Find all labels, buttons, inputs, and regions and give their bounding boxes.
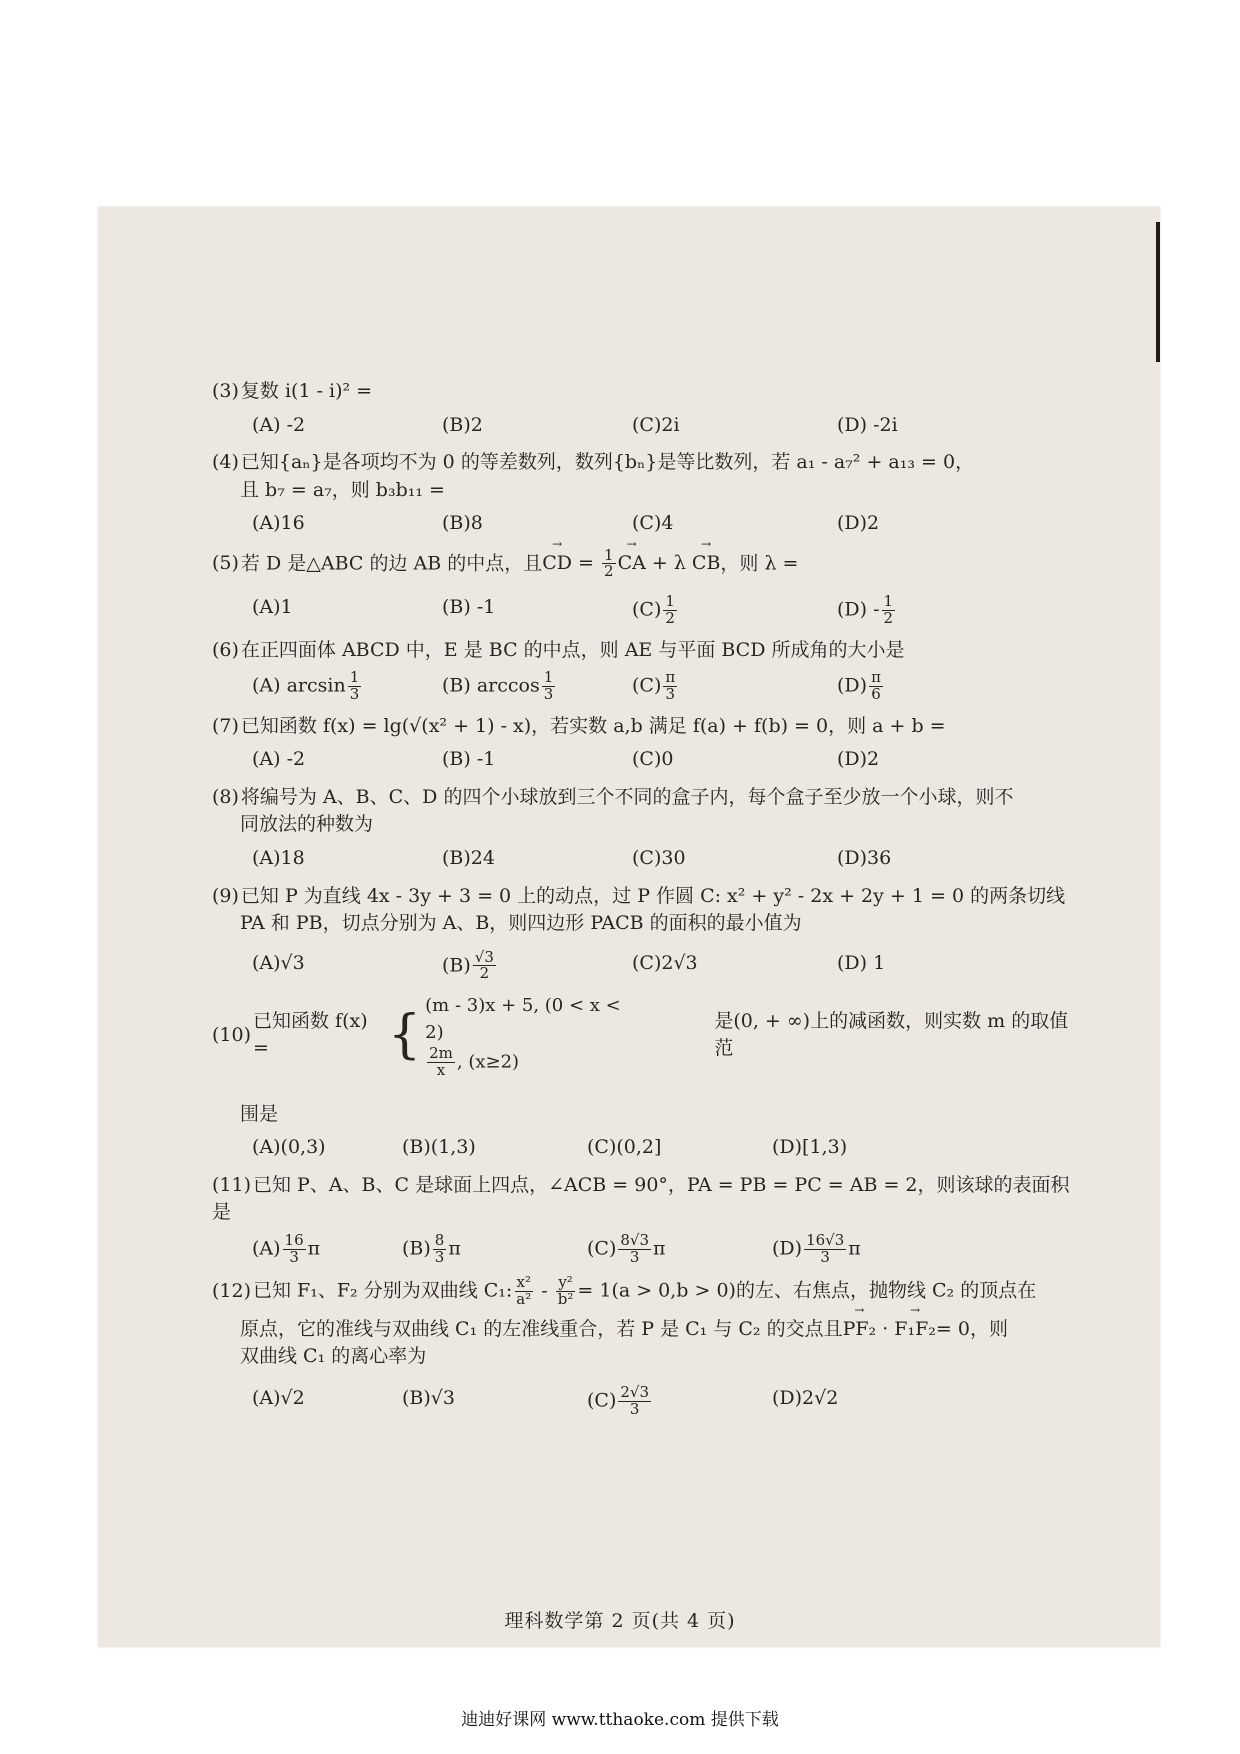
question-stem: 在正四面体 ABCD 中，E 是 BC 的中点，则 AE 与平面 BCD 所成角的大小是 [240, 638, 905, 661]
question-number: (12) [212, 1279, 252, 1302]
option-d[interactable]: (D) $\frac{16√3}{3}$ π [772, 1230, 861, 1266]
question-8 [212, 784, 1072, 873]
option-c[interactable]: (C) $\frac{8√3}{3}$ π [587, 1230, 666, 1266]
question-5 [212, 545, 1072, 627]
question-number: (10) [212, 1023, 252, 1046]
option-c[interactable]: (C)4 [632, 512, 674, 535]
option-a[interactable]: (A)√3 [252, 951, 305, 974]
question-12 [212, 1275, 1072, 1417]
option-c[interactable]: (C) $\frac{\pi}{3}$ [632, 668, 676, 704]
option-d[interactable]: (D)2 [837, 748, 880, 771]
option-b[interactable]: (B)√3 [402, 1386, 455, 1409]
option-b[interactable]: (B) -1 [442, 748, 496, 771]
question-stem-line2-tail: = 0，则 [935, 1317, 1008, 1340]
question-stem: 已知函数 f(x) = [253, 1009, 368, 1060]
question-number: (7) [212, 714, 239, 737]
option-c[interactable]: (C)2i [632, 413, 680, 436]
question-10 [212, 992, 1072, 1162]
question-stem-tail: 是(0, + ∞)上的减函数，则实数 m 的取值范 [714, 1009, 1069, 1060]
option-b[interactable]: (B) arccos $\frac{1}{3}$ [442, 668, 554, 704]
option-d[interactable]: (D)[1,3) [772, 1136, 848, 1159]
option-row [212, 947, 1072, 983]
question-stem: 已知 F₁、F₂ 分别为双曲线 C₁: [253, 1279, 513, 1302]
question-stem: 已知函数 f(x) = lg(√(x² + 1) - x)，若实数 a,b 满足 f(a) + f(b) = 0，则 a + b = [240, 714, 946, 737]
option-b[interactable]: (B)(1,3) [402, 1136, 476, 1159]
option-row [212, 845, 1072, 873]
question-4 [212, 449, 1072, 538]
option-row [212, 1382, 1072, 1418]
hyperbola-equation: $\frac{\text{x²}}{\text{a²}}$ - $\frac{\text{y²}}{\text{b²}}$ [516, 1273, 574, 1309]
option-c[interactable]: (C) $\frac{2√3}{3}$ [587, 1382, 650, 1418]
option-row [212, 594, 1072, 627]
question-list [212, 378, 1072, 1427]
question-stem-line3: 双曲线 C₁ 的离心率为 [240, 1345, 427, 1368]
question-stem-line2: 原点，它的准线与双曲线 C₁ 的左准线重合，若 P 是 C₁ 与 C₂ 的交点且 [240, 1317, 843, 1340]
question-stem: 将编号为 A、B、C、D 的四个小球放到三个不同的盒子内，每个盒子至少放一个小球，则不 [240, 785, 1014, 808]
question-6 [212, 637, 1072, 703]
question-stem-tail: = 1(a > 0,b > 0)的左、右焦点，抛物线 C₂ 的顶点在 [577, 1279, 1037, 1302]
option-b[interactable]: (B) $\frac{8}{3}$ π [402, 1230, 461, 1266]
option-a[interactable]: (A)16 [252, 512, 305, 535]
question-stem-line2: 围是 [240, 1102, 279, 1125]
question-number: (8) [212, 785, 239, 808]
question-number: (3) [212, 380, 239, 402]
option-a[interactable]: (A)18 [252, 846, 305, 869]
question-stem: 若 D 是△ABC 的边 AB 的中点，且 [240, 551, 543, 574]
option-b[interactable]: (B) -1 [442, 596, 496, 619]
option-d[interactable]: (D)2 [837, 512, 880, 535]
piece-1: (m - 3)x + 5, (0 < x < 2) [425, 995, 621, 1044]
question-stem: 已知{aₙ}是各项均不为 0 的等差数列，数列{bₙ}是等比数列，若 a₁ - a₇² + a₁₃ = 0， [240, 451, 975, 474]
question-9 [212, 883, 1072, 983]
option-a[interactable]: (A)1 [252, 596, 293, 619]
question-11 [212, 1172, 1072, 1266]
option-row [212, 510, 1072, 538]
option-a[interactable]: (A) arcsin $\frac{1}{3}$ [252, 668, 360, 704]
question-stem-line2: 且 b₇ = a₇，则 b₃b₁₁ = [240, 478, 445, 501]
vector-equation: → CD = $\frac{1}{2}$ → CA + λ → CB [542, 552, 720, 574]
option-d[interactable]: (D)2√2 [772, 1386, 839, 1409]
question-number: (9) [212, 884, 239, 907]
option-c[interactable]: (C)30 [632, 846, 686, 869]
option-a[interactable]: (A) -2 [252, 413, 306, 436]
option-row [212, 670, 1072, 703]
option-a[interactable]: (A) -2 [252, 748, 306, 771]
option-row [212, 746, 1072, 774]
option-d[interactable]: (D) -2i [837, 413, 898, 436]
question-7 [212, 713, 1072, 774]
option-d[interactable]: (D) $\frac{\pi}{6}$ [837, 668, 881, 704]
option-c[interactable]: (C)2√3 [632, 951, 698, 974]
option-d[interactable]: (D)36 [837, 846, 892, 869]
option-d[interactable]: (D) 1 [837, 951, 886, 974]
question-stem: 已知 P 为直线 4x - 3y + 3 = 0 上的动点，过 P 作圆 C: x² + y² - 2x + 2y + 1 = 0 的两条切线 [240, 884, 1066, 907]
option-b[interactable]: (B)8 [442, 512, 483, 535]
question-3 [212, 378, 1072, 439]
question-stem: 复数 i(1 - i)² = [240, 380, 373, 402]
question-stem: 已知 P、A、B、C 是球面上四点，∠ACB = 90°，PA = PB = PC = AB = 2，则该球的表面积是 [212, 1173, 1070, 1224]
question-stem-tail: ，则 λ = [720, 551, 799, 574]
option-b[interactable]: (B)2 [442, 413, 483, 436]
option-a[interactable]: (A)√2 [252, 1386, 305, 1409]
option-b[interactable]: (B)24 [442, 846, 495, 869]
option-row [212, 412, 1072, 440]
option-d[interactable]: (D) - $\frac{1}{2}$ [837, 592, 894, 627]
page-footer: 理科数学第 2 页(共 4 页) [504, 1610, 736, 1632]
option-c[interactable]: (C)0 [632, 748, 674, 771]
question-number: (5) [212, 551, 239, 574]
question-number: (6) [212, 638, 239, 661]
option-a[interactable]: (A) $\frac{16}{3}$ π [252, 1230, 321, 1266]
download-source-note: 迪迪好课网 www.tthaoke.com 提供下载 [461, 1710, 779, 1730]
option-a[interactable]: (A)(0,3) [252, 1136, 326, 1159]
piecewise-function: { (m - 3)x + 5, (0 < x < 2) $\frac{2m}{x}$ , (x≥2) [384, 992, 634, 1079]
option-row [212, 1230, 1072, 1266]
question-stem-line2: PA 和 PB，切点分别为 A、B，则四边形 PACB 的面积的最小值为 [240, 912, 802, 935]
question-number: (4) [212, 451, 239, 474]
question-stem-line2: 同放法的种数为 [240, 813, 374, 836]
piece-2: $\frac{2m}{x}$ , (x≥2) [429, 1044, 520, 1079]
question-number: (11) [212, 1173, 252, 1196]
vector-product: → PF₂ · → F₁F₂ [843, 1318, 936, 1340]
option-b[interactable]: (B) $\frac{√3}{2}$ [442, 947, 494, 983]
option-c[interactable]: (C) $\frac{1}{2}$ [632, 592, 675, 627]
option-c[interactable]: (C)(0,2] [587, 1136, 662, 1159]
scan-edge-mark [1156, 222, 1160, 362]
option-row [212, 1134, 1072, 1162]
